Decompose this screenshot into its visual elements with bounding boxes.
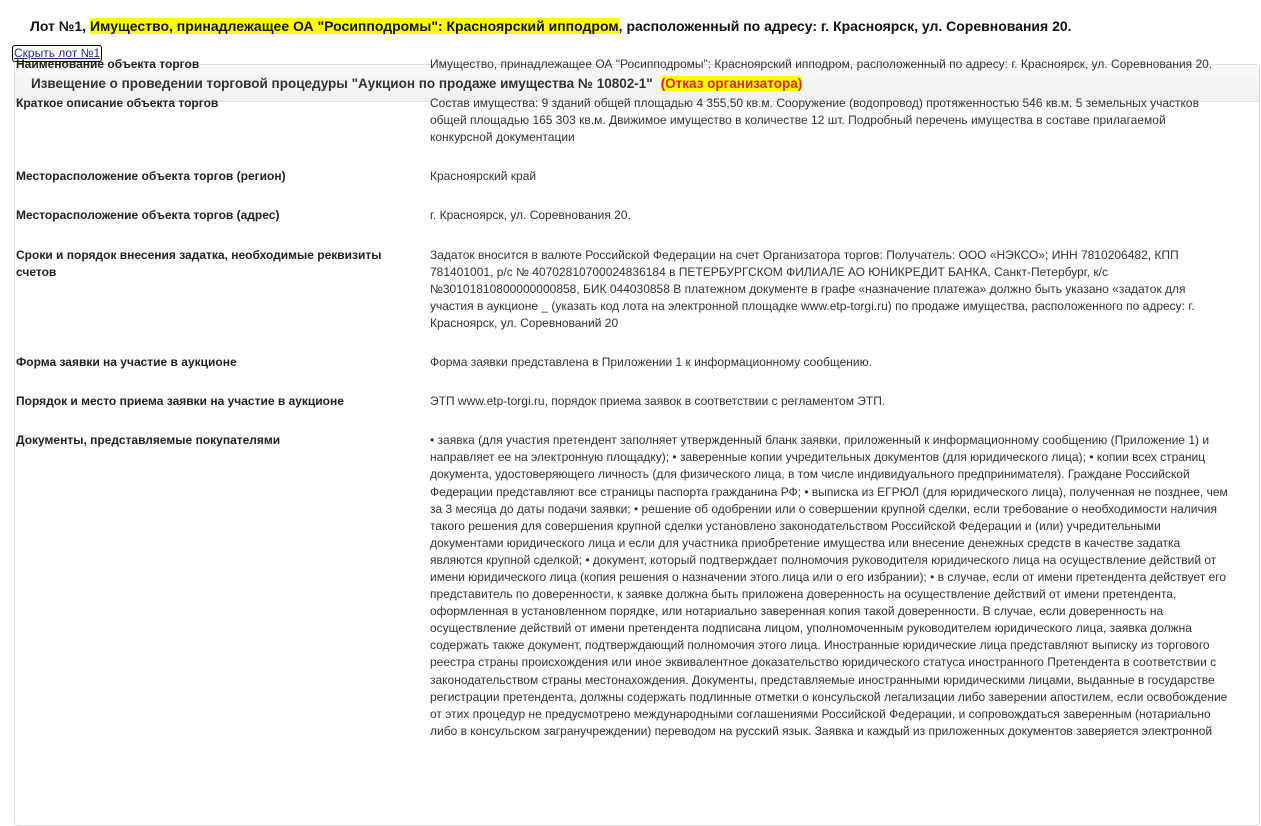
detail-row-documents [16, 432, 1230, 740]
row-value: Красноярский край [430, 169, 537, 184]
detail-row-object-name [16, 56, 1230, 73]
detail-row-address [16, 207, 1230, 224]
lot-title-suffix: , расположенный по адресу: г. Красноярск, ул. Соревнования 20. [618, 18, 1072, 34]
detail-row-region [16, 168, 1230, 185]
lot-title-prefix: Лот №1, [30, 18, 90, 34]
row-label: Месторасположение объекта торгов (регион) [16, 169, 286, 184]
row-value: • заявка (для участия претендент заполняет утвержденный бланк заявки, приложенный к информационному сообщению (Приложение 1) и направляет ее на электронную площадку); • заверенные копии учредительных документов (для юридического лица); • копии всех страниц документа, удостоверяющего личность (для физического лица, в том числе индивидуального предпринимателя). Граждане Российской Федерации представляют все страницы паспорта гражданина РФ; • выписка из ЕГРЮЛ (для юридического лица), полученная не позднее, чем за 3 месяца до даты подачи заявки; • решение об одобрении или о совершении крупной сделки, если требование о необходимости наличия такого решения для совершения крупной сделки установлено законодательством Российской Федерации и (или) учредительными документами юридического лица и если для участника приобретение имущества или внесение денежных средств в качестве задатка являются крупной сделкой; • документ, который подтверждает полномочия руководителя юридического лица на осуществление действий от имени юридического лица (копия решения о назначении этого лица или о его избрании); • в случае, если от имени претендента действует его представитель по доверенности, к заявке должна быть приложена доверенность на осуществление действий от имени претендента, оформленная в установленном порядке, или нотариально заверенная копия такой доверенности. В случае, если доверенность на осуществление действий от имени претендента подписана лицом, уполномоченным руководителем юридического лица, заявка должна содержать также документ, подтверждающий полномочия этого лица. Иностранные юридические лица представляют выписку из торгового реестра страны происхождения или иное эквивалентное доказательство юридического статуса иностранного Претендента в соответствии с законодательством страны местонахождения. Документы, представляемые иностранными юридическими лицами, выданные в государстве регистрации претендента, должны содержать подлинные отметки о консульской легализации либо заверении апостилем, если освобождение от этих процедур не предусмотрено международными соглашениями Российской Федерации, и сопровождаться заверенным (нотариально либо в консульском загранучреждении) переводом на русский язык. Заявка и каждый из приложенных документов заверяется электронной [430, 433, 1228, 738]
row-label: Форма заявки на участие в аукционе [16, 355, 237, 370]
detail-row-description [16, 95, 1230, 146]
detail-row-deposit [16, 247, 1230, 332]
detail-row-application-form [16, 354, 1230, 371]
row-label: Порядок и место приема заявки на участие в аукционе [16, 394, 344, 409]
row-value: Задаток вносится в валюте Российской Федерации на счет Организатора торгов: Получатель: ООО «НЭКСО»; ИНН 7810206482, КПП 781401001, р/с № 40702810700024836184 в ПЕТЕРБУРГСКОМ ФИЛИАЛЕ АО ЮНИКРЕДИТ БАНКА, Санкт-Петербург, к/с №30101810800000000858, БИК 044030858 В платежном документе в графе «назначение платежа» должно быть указано «задаток для участия в аукционе _ (указать код лота на электронной площадке www.etp-torgi.ru) по продаже имущества, расположенного по адресу: г. Красноярск, ул. Соревнований 20 [430, 247, 1195, 330]
details-table [16, 56, 1230, 762]
row-label: Месторасположение объекта торгов (адрес) [16, 208, 280, 223]
row-value: Форма заявки представлена в Приложении 1 к информационному сообщению. [430, 355, 872, 370]
lot-title-highlight: Имущество, принадлежащее ОА "Росипподромы": Красноярский ипподром [89, 18, 619, 34]
detail-row-application-procedure [16, 393, 1230, 410]
row-label: Краткое описание объекта торгов [16, 96, 219, 111]
lot-title [30, 18, 1072, 34]
row-value: ЭТП www.etp-torgi.ru, порядок приема заявок в соответствии с регламентом ЭТП. [430, 394, 886, 409]
row-value: Состав имущества: 9 зданий общей площадью 4 355,50 кв.м. Сооружение (водопровод) протяженностью 546 кв.м. 5 земельных участков общей площадью 165 303 кв.м. Движимое имущество в количестве 12 шт. Подробный перечень имущества в составе прилагаемой конкурсной документации [430, 96, 1199, 145]
row-value: Имущество, принадлежащее ОА "Росипподромы": Красноярский ипподром, расположенный по адресу: г. Красноярск, ул. Соревнования 20. [430, 57, 1213, 71]
row-value: г. Красноярск, ул. Соревнования 20. [430, 208, 631, 223]
hide-lot-link[interactable]: Скрыть лот №1 [14, 46, 101, 60]
notice-title: Извещение о проведении торговой процедуры "Аукцион по продаже имущества № 10802-1" [31, 75, 653, 91]
row-label: Документы, представляемые покупателями [16, 433, 281, 448]
status-badge: (Отказ организатора) [660, 75, 803, 91]
row-label: Сроки и порядок внесения задатка, необходимые реквизиты счетов [16, 247, 382, 279]
row-label: Наименование объекта торгов [16, 57, 200, 71]
